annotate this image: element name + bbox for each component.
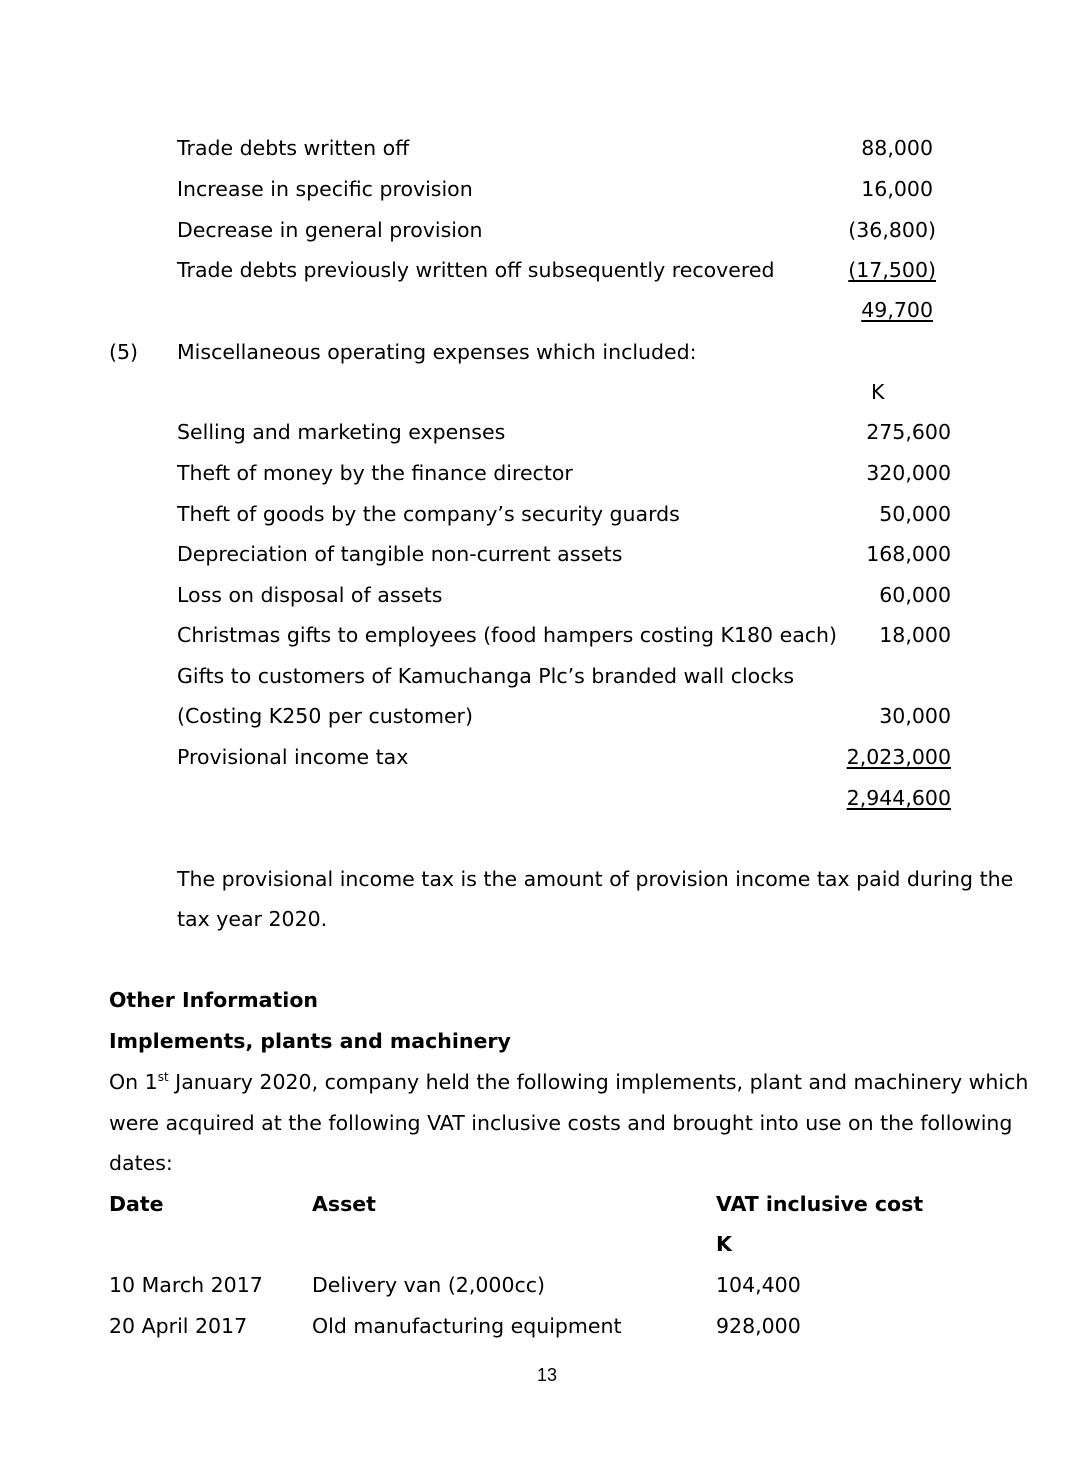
provision-value: (36,800): [848, 218, 936, 242]
paragraph-line: dates:: [109, 1151, 173, 1175]
table-cell-asset: Delivery van (2,000cc): [312, 1273, 546, 1297]
expense-label: Theft of goods by the company’s security guards: [177, 502, 680, 526]
currency-label: K: [871, 380, 885, 404]
provision-label: Decrease in general provision: [177, 218, 483, 242]
ordinal-suffix: st: [157, 1070, 169, 1085]
note-text: tax year 2020.: [177, 907, 328, 931]
column-header-asset: Asset: [312, 1192, 376, 1216]
provision-value: (17,500): [848, 258, 936, 282]
expense-value: 18,000: [879, 623, 951, 647]
table-cell-cost: 928,000: [716, 1314, 801, 1338]
section-heading: Other Information: [109, 988, 319, 1012]
paragraph-text: On 1: [109, 1070, 158, 1094]
provisions-total: 49,700: [861, 298, 933, 322]
expense-value: 320,000: [866, 461, 951, 485]
table-cell-cost: 104,400: [716, 1273, 801, 1297]
paragraph-text: January 2020, company held the following implements, plant and machinery which: [168, 1070, 1029, 1094]
provision-value: 16,000: [861, 177, 933, 201]
provision-label: Trade debts written off: [177, 136, 410, 160]
expense-value: 275,600: [866, 420, 951, 444]
note-heading: Miscellaneous operating expenses which included:: [177, 340, 697, 364]
expense-value: 30,000: [879, 704, 951, 728]
expense-label: Gifts to customers of Kamuchanga Plc’s branded wall clocks: [177, 664, 795, 688]
expense-value: 50,000: [879, 502, 951, 526]
expense-label: Provisional income tax: [177, 745, 409, 769]
column-header-cost: VAT inclusive cost: [716, 1192, 924, 1216]
expenses-total: 2,944,600: [846, 786, 951, 810]
note-text: The provisional income tax is the amount of provision income tax paid during the: [177, 867, 1014, 891]
provision-label: Trade debts previously written off subsequently recovered: [177, 258, 775, 282]
expense-label: Selling and marketing expenses: [177, 420, 506, 444]
provision-label: Increase in specific provision: [177, 177, 473, 201]
expense-label: Theft of money by the finance director: [177, 461, 573, 485]
expense-label: Christmas gifts to employees (food hampers costing K180 each): [177, 623, 838, 647]
section-subheading: Implements, plants and machinery: [109, 1029, 511, 1053]
paragraph-line: were acquired at the following VAT inclusive costs and brought into use on the following: [109, 1111, 1013, 1135]
table-cell-asset: Old manufacturing equipment: [312, 1314, 622, 1338]
expense-value: 2,023,000: [846, 745, 951, 769]
provision-value: 88,000: [861, 136, 933, 160]
expense-label: Loss on disposal of assets: [177, 583, 443, 607]
expense-value: 168,000: [866, 542, 951, 566]
expense-value: 60,000: [879, 583, 951, 607]
page-number: 13: [537, 1365, 558, 1385]
paragraph-line: [109, 1070, 1028, 1094]
table-cell-date: 10 March 2017: [109, 1273, 263, 1297]
note-number: (5): [109, 340, 139, 364]
column-header-date: Date: [109, 1192, 164, 1216]
expense-label: (Costing K250 per customer): [177, 704, 473, 728]
expense-label: Depreciation of tangible non-current assets: [177, 542, 623, 566]
currency-label: K: [716, 1232, 732, 1256]
table-cell-date: 20 April 2017: [109, 1314, 248, 1338]
